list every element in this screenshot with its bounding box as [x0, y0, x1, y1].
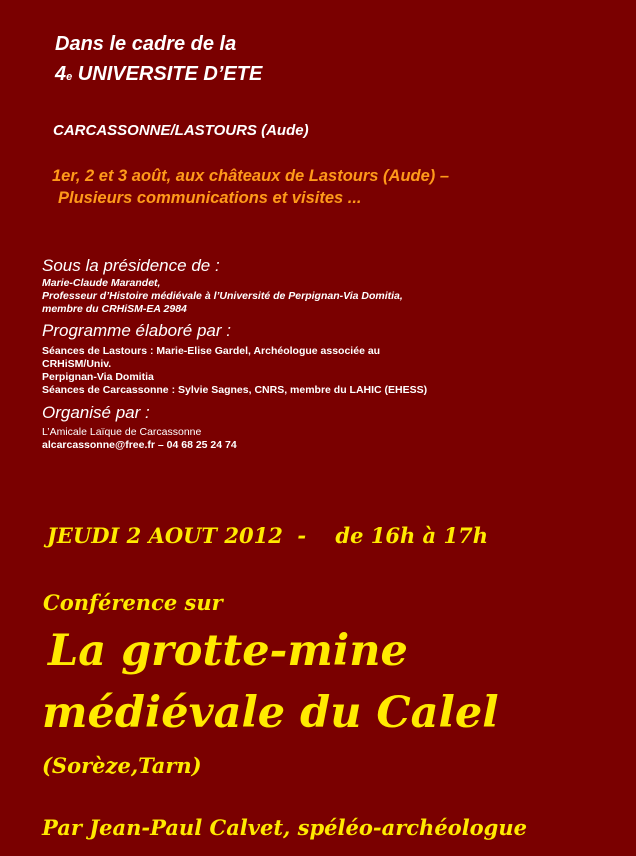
header-edition-number: 4 — [55, 63, 67, 85]
header-line1: Dans le cadre de la — [55, 33, 237, 55]
presidence-title: Sous la présidence de : — [42, 256, 220, 275]
location: CARCASSONNE/LASTOURS (Aude) — [53, 122, 309, 139]
organise-title: Organisé par : — [42, 403, 150, 422]
organise-details — [42, 426, 237, 452]
presidence-line: membre du CRHiSM-EA 2984 — [42, 303, 187, 315]
conference-title-line2: médiévale du Calel — [42, 688, 499, 738]
dates-line2: Plusieurs communications et visites ... — [58, 189, 362, 207]
conference-title-line1: La grotte-mine — [48, 626, 408, 676]
programme-line: Séances de Lastours : Marie-Elise Gardel, Archéologue associée au — [42, 345, 381, 357]
programme-title: Programme élaboré par : — [42, 321, 231, 340]
header-universite: UNIVERSITE D’ETE — [72, 63, 263, 85]
organiser-name: L’Amicale Laïque de Carcassonne — [42, 426, 202, 438]
dates-line1: 1er, 2 et 3 août, aux châteaux de Lastours (Aude) – — [52, 167, 450, 185]
programme-line: CRHiSM/Univ. — [42, 358, 112, 370]
conference-place: (Sorèze,Tarn) — [42, 753, 202, 778]
conference-speaker: Par Jean-Paul Calvet, spéléo-archéologue — [42, 815, 527, 840]
programme-line: Perpignan-Via Domitia — [42, 371, 154, 383]
event-date: JEUDI 2 AOUT 2012 - de 16h à 17h — [47, 523, 488, 548]
header-line2 — [55, 62, 262, 89]
conference-label: Conférence sur — [43, 590, 223, 615]
presidence-line: Marie-Claude Marandet, — [42, 277, 161, 289]
presidence-line: Professeur d’Histoire médiévale à l’Université de Perpignan-Via Domitia, — [42, 290, 403, 302]
programme-line: Séances de Carcassonne : Sylvie Sagnes, CNRS, membre du LAHIC (EHESS) — [42, 384, 428, 396]
organiser-contact: alcarcassonne@free.fr – 04 68 25 24 74 — [42, 439, 237, 451]
programme-details — [42, 345, 427, 397]
presidence-details — [42, 277, 403, 316]
header-edition-suffix: e — [66, 71, 73, 83]
